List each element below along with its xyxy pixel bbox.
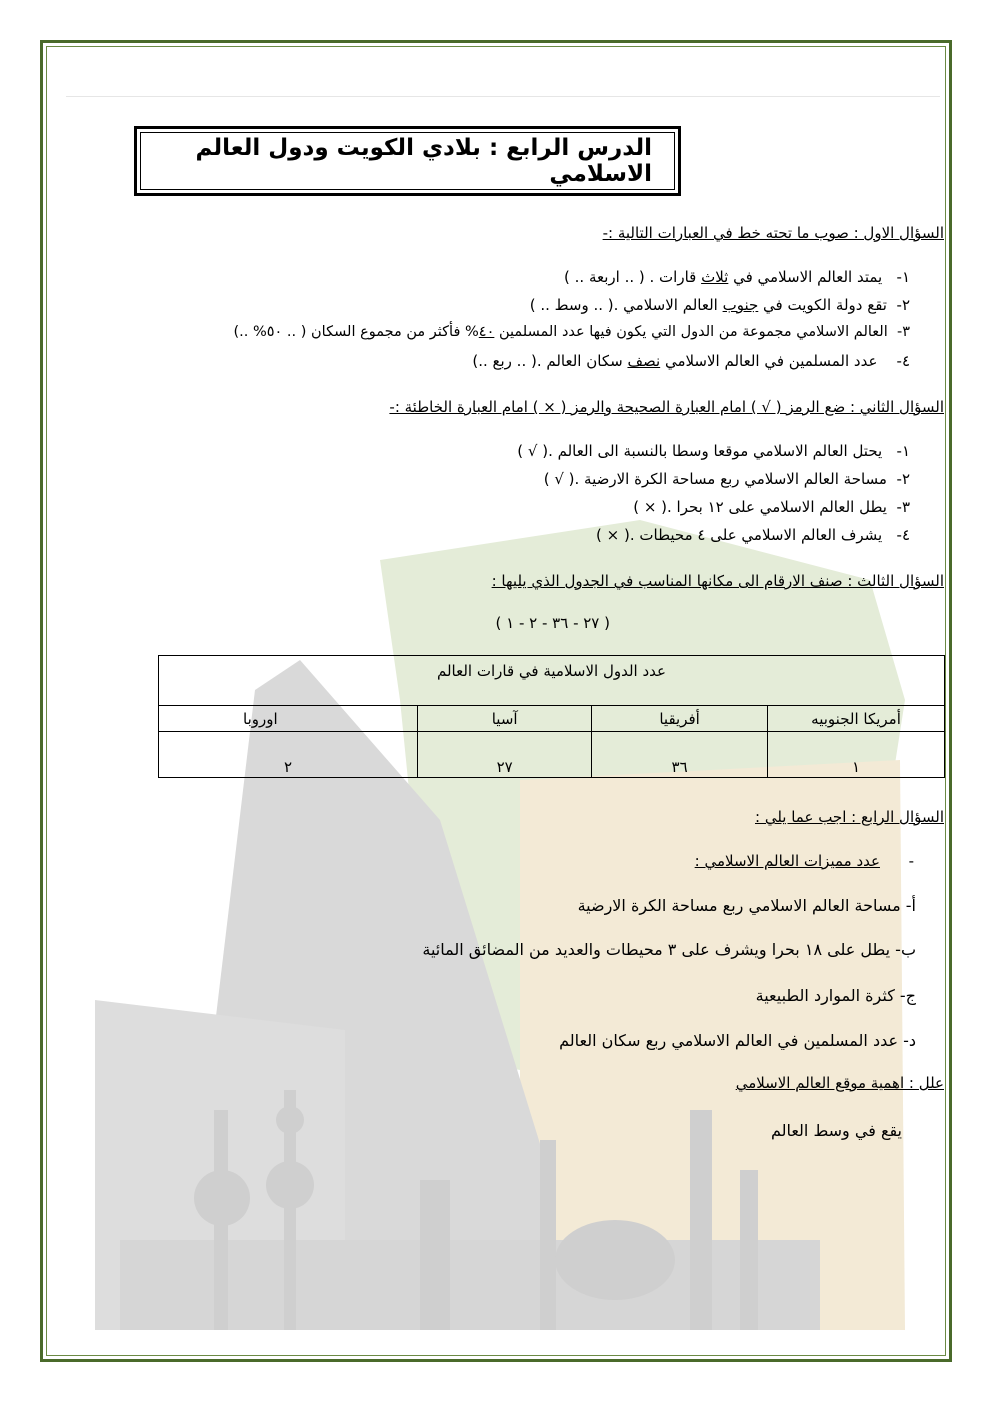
q2-item-2: ٢- مساحة العالم الاسلامي ربع مساحة الكرة الارضية .( √ ) <box>543 470 910 488</box>
value-asia: ٢٧ <box>418 732 592 778</box>
numbers-to-classify: ( ٢٧ - ٣٦ - ٢ - ١ ) <box>495 614 610 632</box>
header-divider <box>66 96 940 97</box>
table-values-row <box>159 732 945 778</box>
q4-subheading: - عدد مميزات العالم الاسلامي : <box>694 852 914 870</box>
continents-table <box>158 655 945 778</box>
question-2-heading: السؤال الثاني : ضع الرمز ( √ ) امام العبارة الصحيحة والرمز ( × ) امام العبارة الخاطئة :- <box>389 398 944 416</box>
q2-item-3: ٣- يطل العالم الاسلامي على ١٢ بحرا .( × ) <box>633 498 910 516</box>
answer-b: ب- يطل على ١٨ بحرا ويشرف على ٣ محيطات والعديد من المضائق المائية <box>422 940 916 959</box>
q1-item-2: ٢- تقع دولة الكويت في جنوب العالم الاسلامي .( .. وسط .. ) <box>529 296 910 314</box>
value-south-america: ١ <box>768 732 945 778</box>
col-africa: أفريقيا <box>592 706 768 732</box>
answer-a: أ- مساحة العالم الاسلامي ربع مساحة الكرة الارضية <box>577 896 916 915</box>
col-asia: آسيا <box>418 706 592 732</box>
table-title: عدد الدول الاسلامية في قارات العالم <box>159 656 945 706</box>
question-1-heading: السؤال الاول : صوب ما تحته خط في العبارات التالية :- <box>602 224 944 242</box>
value-europe: ٢ <box>159 732 418 778</box>
lesson-title: الدرس الرابع : بلادي الكويت ودول العالم الاسلامي <box>195 135 652 187</box>
value-africa: ٣٦ <box>592 732 768 778</box>
reason-heading: علل : اهمية موقع العالم الاسلامي <box>735 1074 944 1092</box>
col-south-america: أمريكا الجنوبيه <box>768 706 945 732</box>
answer-d: د- عدد المسلمين في العالم الاسلامي ربع سكان العالم <box>559 1031 916 1050</box>
question-3-heading: السؤال الثالث : صنف الارقام الى مكانها المناسب في الجدول الذي يليها : <box>491 572 944 590</box>
col-europe: اوروبا <box>159 706 418 732</box>
lesson-title-box <box>134 126 681 196</box>
question-4-heading: السؤال الرابع : اجب عما يلي : <box>755 808 944 826</box>
answer-c: ج- كثرة الموارد الطبيعية <box>755 986 916 1005</box>
q2-item-4: ٤- يشرف العالم الاسلامي على ٤ محيطات .( × ) <box>596 526 910 544</box>
reason-answer: يقع في وسط العالم <box>770 1121 902 1140</box>
q1-item-3: ٣- العالم الاسلامي مجموعة من الدول التي يكون فيها عدد المسلمين ٤٠% فأكثر من مجموع السكان ( .. ٥٠% ..) <box>233 324 910 340</box>
q1-item-1: ١- يمتد العالم الاسلامي في ثلاث قارات . ( .. اربعة .. ) <box>564 268 910 286</box>
q2-item-1: ١- يحتل العالم الاسلامي موقعا وسطا بالنسبة الى العالم .( √ ) <box>517 442 910 460</box>
table-header-row <box>159 706 945 732</box>
q1-item-4: ٤- عدد المسلمين في العالم الاسلامي نصف سكان العالم .( .. ربع ..) <box>472 352 910 370</box>
